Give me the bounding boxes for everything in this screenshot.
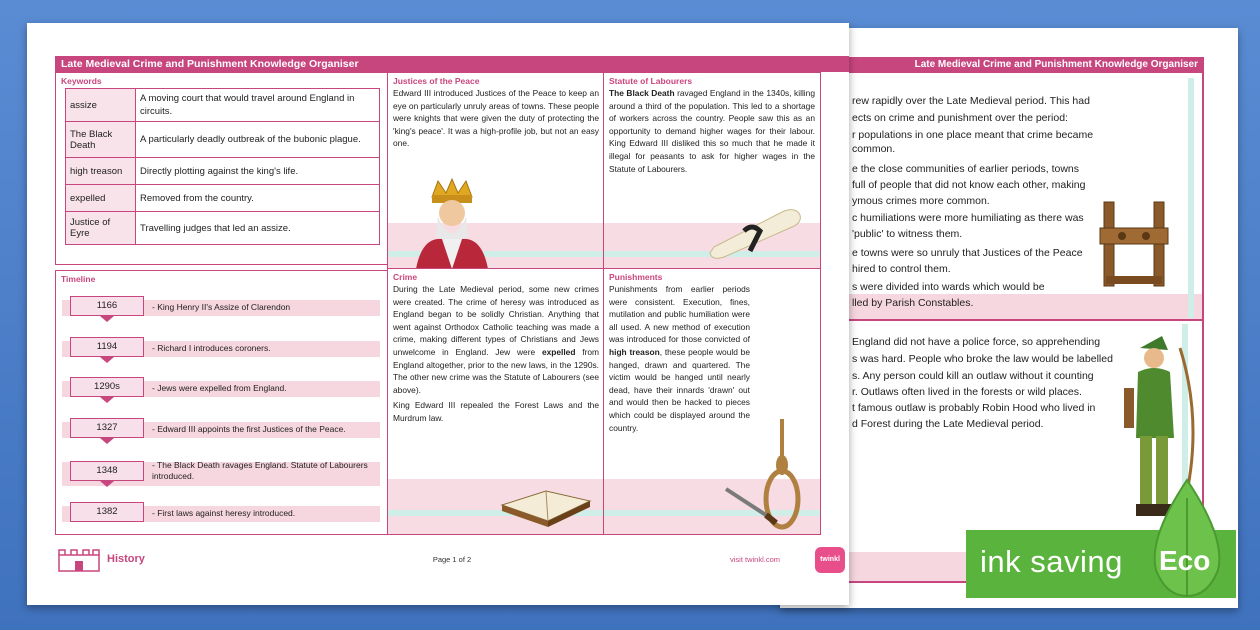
king-illustration bbox=[402, 177, 502, 269]
keyword-definition: A moving court that would travel around England in circuits. bbox=[140, 93, 355, 117]
bold-term: The Black Death bbox=[609, 88, 675, 98]
text-line: s was hard. People who broke the law would be labelled bbox=[852, 353, 1113, 365]
keywords-table bbox=[65, 89, 380, 245]
keyword-term: The Black Death bbox=[66, 122, 136, 157]
text-line: rew rapidly over the Late Medieval period. This had bbox=[852, 95, 1090, 107]
punishments-text bbox=[604, 283, 820, 434]
timeline-text: - King Henry II's Assize of Clarendon bbox=[152, 302, 291, 312]
bold-term: expelled bbox=[541, 346, 576, 357]
statute-body: ravaged England in the 1340s, killing around a third of the population. This led to a shortage of workers across the country. People saw this as an opportunity to demand higher wages for their labour. King Edward III disliked this so much that he made it illegal for peasants to ask for higher wages in the Statute of Labourers. bbox=[609, 88, 815, 174]
table-row bbox=[65, 184, 380, 212]
table-row bbox=[65, 157, 380, 185]
statute-section bbox=[603, 72, 821, 270]
timeline-event bbox=[62, 501, 380, 527]
text-line: ymous crimes more common. bbox=[852, 195, 990, 207]
keyword-term: assize bbox=[66, 89, 136, 121]
timeline-section bbox=[55, 270, 389, 535]
text-line: ects on crime and punishment over the period: bbox=[852, 112, 1068, 124]
text-line: s. Any person could kill an outlaw without it counting bbox=[852, 370, 1094, 382]
keyword-term: Justice of Eyre bbox=[66, 212, 136, 244]
table-row bbox=[65, 121, 380, 158]
justices-text: Edward III introduced Justices of the Peace to keep an eye on particularly unruly areas of towns. These people were knights that were given the duty of protecting the 'king's peace'. It was a high-profile job, but not an easy one. bbox=[393, 88, 599, 149]
text-line: t famous outlaw is probably Robin Hood who lived in bbox=[852, 402, 1096, 414]
timeline-event bbox=[62, 417, 380, 443]
crime-body: from England altogether, prior to the new laws, in the 1290s. The other new crime was the Statute of Labourers (see above). bbox=[393, 346, 600, 395]
text-line: England did not have a police force, so apprehending bbox=[852, 336, 1101, 348]
timeline-text: - First laws against heresy introduced. bbox=[152, 508, 296, 518]
noose-illustration bbox=[722, 419, 812, 531]
divider bbox=[846, 319, 1204, 321]
keywords-section bbox=[55, 72, 389, 265]
section-heading: Justices of the Peace bbox=[393, 76, 480, 86]
text-line: r. Outlaws often lived in the forests or wild places. bbox=[852, 386, 1082, 398]
justices-section bbox=[387, 72, 605, 270]
text-line: hired to control them. bbox=[852, 263, 951, 275]
text-line: r populations in one place meant that crime became bbox=[852, 129, 1094, 141]
text-line: 'public' to witness them. bbox=[852, 228, 963, 240]
text-line: lled by Parish Constables. bbox=[852, 297, 974, 309]
page-number: Page 1 of 2 bbox=[432, 555, 472, 564]
text-line: common. bbox=[852, 143, 896, 155]
keyword-definition: A particularly deadly outbreak of the bubonic plague. bbox=[140, 134, 361, 145]
timeline-event bbox=[62, 336, 380, 362]
page-2-title: Late Medieval Crime and Punishment Knowledge Organiser bbox=[846, 57, 1204, 73]
section-heading: Crime bbox=[393, 272, 418, 282]
text-line: e towns were so unruly that Justices of the Peace bbox=[852, 247, 1083, 259]
keyword-definition: Directly plotting against the king's life. bbox=[140, 165, 299, 177]
text-line: d Forest during the Late Medieval period. bbox=[852, 418, 1044, 430]
statute-text bbox=[604, 87, 820, 175]
timeline-event bbox=[62, 457, 380, 487]
keyword-definition: Travelling judges that led an assize. bbox=[140, 222, 291, 234]
crime-text-2: King Edward III repealed the Forest Laws and the Murdrum law. bbox=[393, 400, 599, 423]
timeline-year: 1327 bbox=[70, 418, 144, 438]
arrow-down-icon bbox=[100, 357, 114, 363]
punishments-body: Punishments from earlier periods were consistent. Execution, fines, mutilation and public humiliation were all used. A new method of execution was introduced for those convicted of bbox=[609, 284, 750, 345]
section-heading: Timeline bbox=[61, 274, 96, 284]
text-line: s were divided into wards which would be bbox=[852, 281, 1045, 293]
site-link[interactable]: visit twinkl.com bbox=[730, 555, 781, 564]
punishments-body: , these people would be hanged, drawn and quartered. The victim would be hanged until nearly dead, have their innards 'drawn' out and would then be hacked to pieces which could be displayed around the country. bbox=[609, 346, 750, 433]
arrow-down-icon bbox=[100, 438, 114, 444]
timeline-year: 1194 bbox=[70, 337, 144, 357]
arrow-down-icon bbox=[100, 397, 114, 403]
bold-term: high treason bbox=[609, 346, 660, 357]
twinkl-logo: twinkl bbox=[815, 547, 845, 573]
crime-section bbox=[387, 268, 605, 535]
section-heading: Punishments bbox=[609, 272, 663, 282]
section-heading: Keywords bbox=[61, 76, 102, 86]
footer bbox=[55, 545, 849, 575]
keyword-term: expelled bbox=[66, 185, 136, 211]
stocks-illustration bbox=[1096, 198, 1172, 288]
eco-label: Eco bbox=[1159, 545, 1211, 576]
table-row bbox=[65, 211, 380, 245]
text-line: full of people that did not know each other, making bbox=[852, 179, 1086, 191]
timeline-year: 1166 bbox=[70, 296, 144, 316]
timeline-year: 1348 bbox=[70, 461, 144, 481]
timeline-text: - Edward III appoints the first Justices of the Peace. bbox=[152, 424, 346, 434]
arrow-down-icon bbox=[100, 316, 114, 322]
timeline-year: 1290s bbox=[70, 377, 144, 397]
subject-label: History bbox=[107, 553, 145, 565]
punishments-section bbox=[603, 268, 821, 535]
section-heading: Statute of Labourers bbox=[609, 76, 693, 86]
timeline-text: - The Black Death ravages England. Statute of Labourers introduced. bbox=[152, 460, 368, 481]
timeline-event bbox=[62, 376, 380, 402]
page-1 bbox=[27, 23, 849, 605]
text-line: c humiliations were more humiliating as there was bbox=[852, 212, 1084, 224]
timeline-year: 1382 bbox=[70, 502, 144, 522]
timeline-text: - Richard I introduces coroners. bbox=[152, 343, 271, 353]
page-title: Late Medieval Crime and Punishment Knowledge Organiser bbox=[55, 56, 849, 72]
arrow-down-icon bbox=[100, 481, 114, 487]
book-illustration bbox=[496, 475, 596, 529]
keyword-term: high treason bbox=[66, 158, 136, 184]
timeline-text: - Jews were expelled from England. bbox=[152, 383, 287, 393]
crime-text bbox=[388, 283, 604, 396]
ink-saving-text: ink saving bbox=[980, 544, 1123, 579]
text-line: e the close communities of earlier periods, towns bbox=[852, 163, 1080, 175]
leaf-icon bbox=[1148, 478, 1226, 598]
timeline-event bbox=[62, 295, 380, 321]
keyword-definition: Removed from the country. bbox=[140, 192, 254, 204]
scroll-illustration bbox=[704, 203, 808, 261]
crime-body: During the Late Medieval period, some new crimes were created. The crime of heresy was introduced as England began to be solidly Christian. Anything that went against Orthodox Catholic teaching was made a crime, making different types of Christians and Jews unwelcome in England. Jew were bbox=[393, 284, 599, 357]
table-row bbox=[65, 88, 380, 122]
